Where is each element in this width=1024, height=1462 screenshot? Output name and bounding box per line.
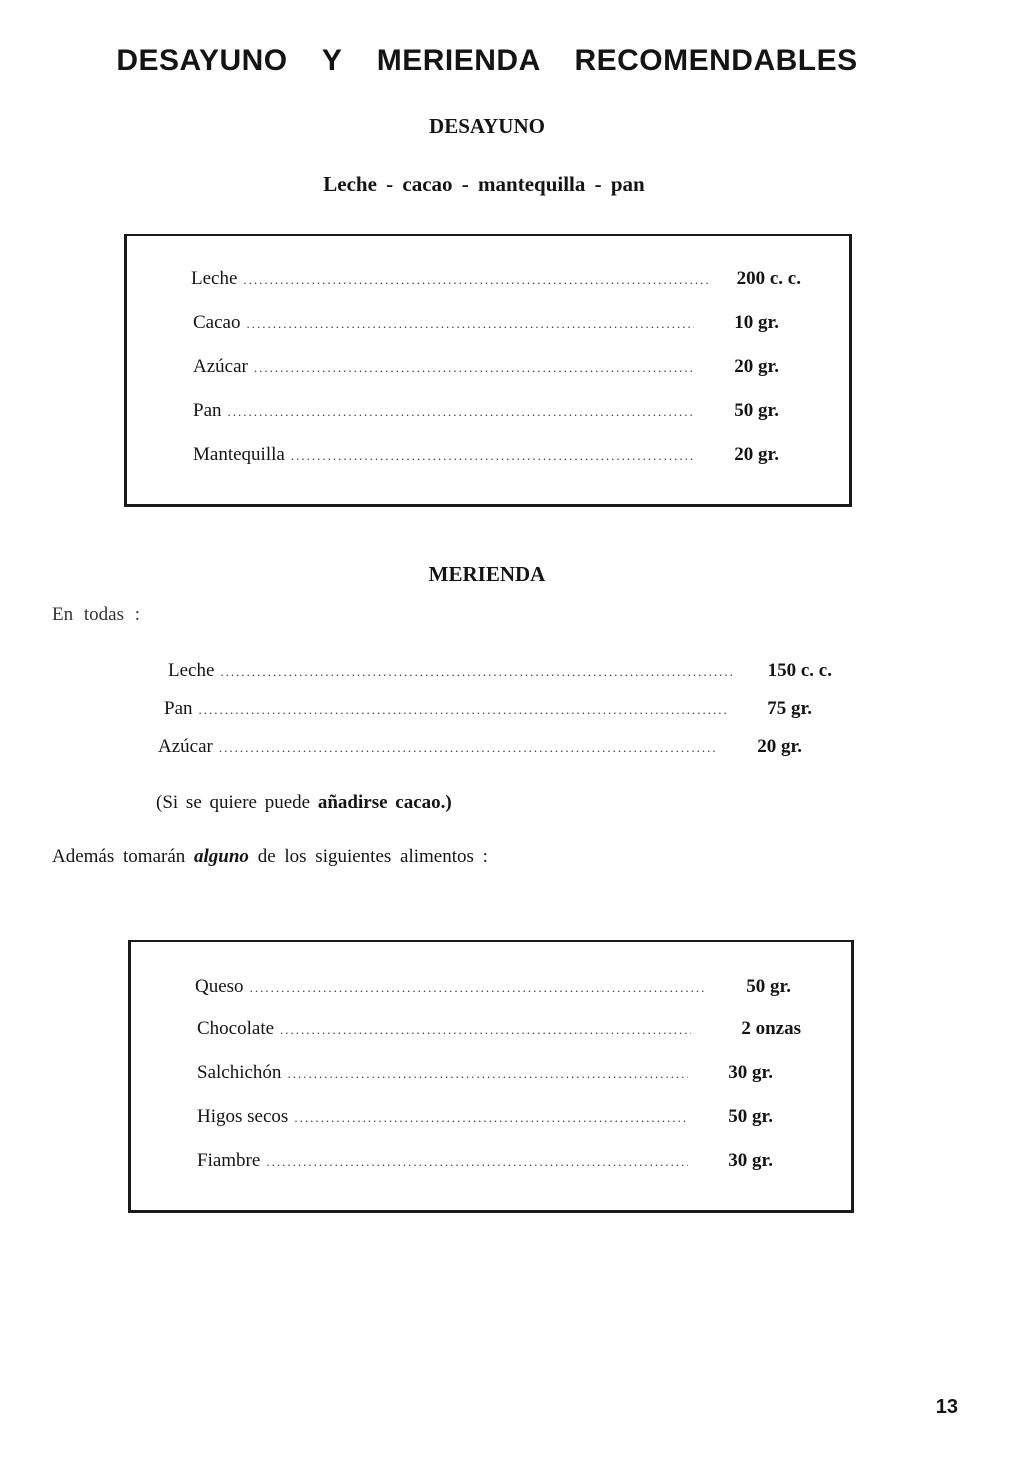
note-bold-text: añadirse cacao.)	[317, 792, 452, 813]
item-quantity: 20 gr.	[734, 444, 779, 465]
item-quantity: 50 gr.	[734, 400, 779, 421]
item-label: Higos secos	[197, 1106, 289, 1127]
list-item	[193, 312, 779, 338]
list-item	[197, 1106, 773, 1132]
ademas-sentence	[52, 846, 488, 868]
extras-table	[128, 940, 854, 1213]
list-item	[158, 736, 802, 762]
item-label: Chocolate	[197, 1018, 275, 1039]
item-label: Leche	[191, 268, 238, 289]
item-label: Pan	[164, 698, 193, 719]
item-quantity: 50 gr.	[728, 1106, 773, 1127]
item-quantity: 75 gr.	[767, 698, 812, 719]
ademas-text-end: de los siguientes alimentos :	[248, 846, 488, 867]
item-quantity: 10 gr.	[734, 312, 779, 333]
list-item	[197, 1018, 801, 1044]
item-quantity: 150 c. c.	[767, 660, 832, 681]
list-item	[164, 698, 812, 724]
merienda-intro: En todas :	[52, 604, 140, 625]
desayuno-subheading: Leche - cacao - mantequilla - pan	[323, 172, 645, 196]
note-text: (Si se quiere puede	[156, 792, 318, 813]
merienda-heading: MERIENDA	[428, 562, 546, 586]
merienda-note	[156, 792, 452, 814]
ademas-emphasis: alguno	[194, 846, 249, 867]
item-label: Queso	[195, 976, 244, 997]
item-quantity: 30 gr.	[728, 1150, 773, 1171]
item-quantity: 30 gr.	[728, 1062, 773, 1083]
item-label: Mantequilla	[193, 444, 285, 465]
item-quantity: 2 onzas	[741, 1018, 801, 1039]
list-item	[191, 268, 801, 294]
item-label: Pan	[193, 400, 222, 421]
item-quantity: 200 c. c.	[736, 268, 801, 289]
list-item	[193, 356, 779, 382]
list-item	[195, 976, 791, 1002]
list-item	[197, 1062, 773, 1088]
page-number: 13	[935, 1396, 958, 1418]
page-title: DESAYUNO Y MERIENDA RECOMENDABLES	[116, 44, 858, 77]
list-item	[193, 444, 779, 470]
item-label: Salchichón	[197, 1062, 282, 1083]
desayuno-table	[124, 234, 852, 507]
list-item	[193, 400, 779, 426]
item-quantity: 20 gr.	[734, 356, 779, 377]
item-quantity: 20 gr.	[757, 736, 802, 757]
ademas-text: Además tomarán	[52, 846, 195, 867]
list-item	[168, 660, 832, 686]
item-label: Azúcar	[193, 356, 248, 377]
item-label: Azúcar	[158, 736, 213, 757]
item-label: Fiambre	[197, 1150, 261, 1171]
item-label: Leche	[168, 660, 215, 681]
desayuno-heading: DESAYUNO	[429, 114, 545, 138]
item-label: Cacao	[193, 312, 241, 333]
item-quantity: 50 gr.	[746, 976, 791, 997]
list-item	[197, 1150, 773, 1176]
